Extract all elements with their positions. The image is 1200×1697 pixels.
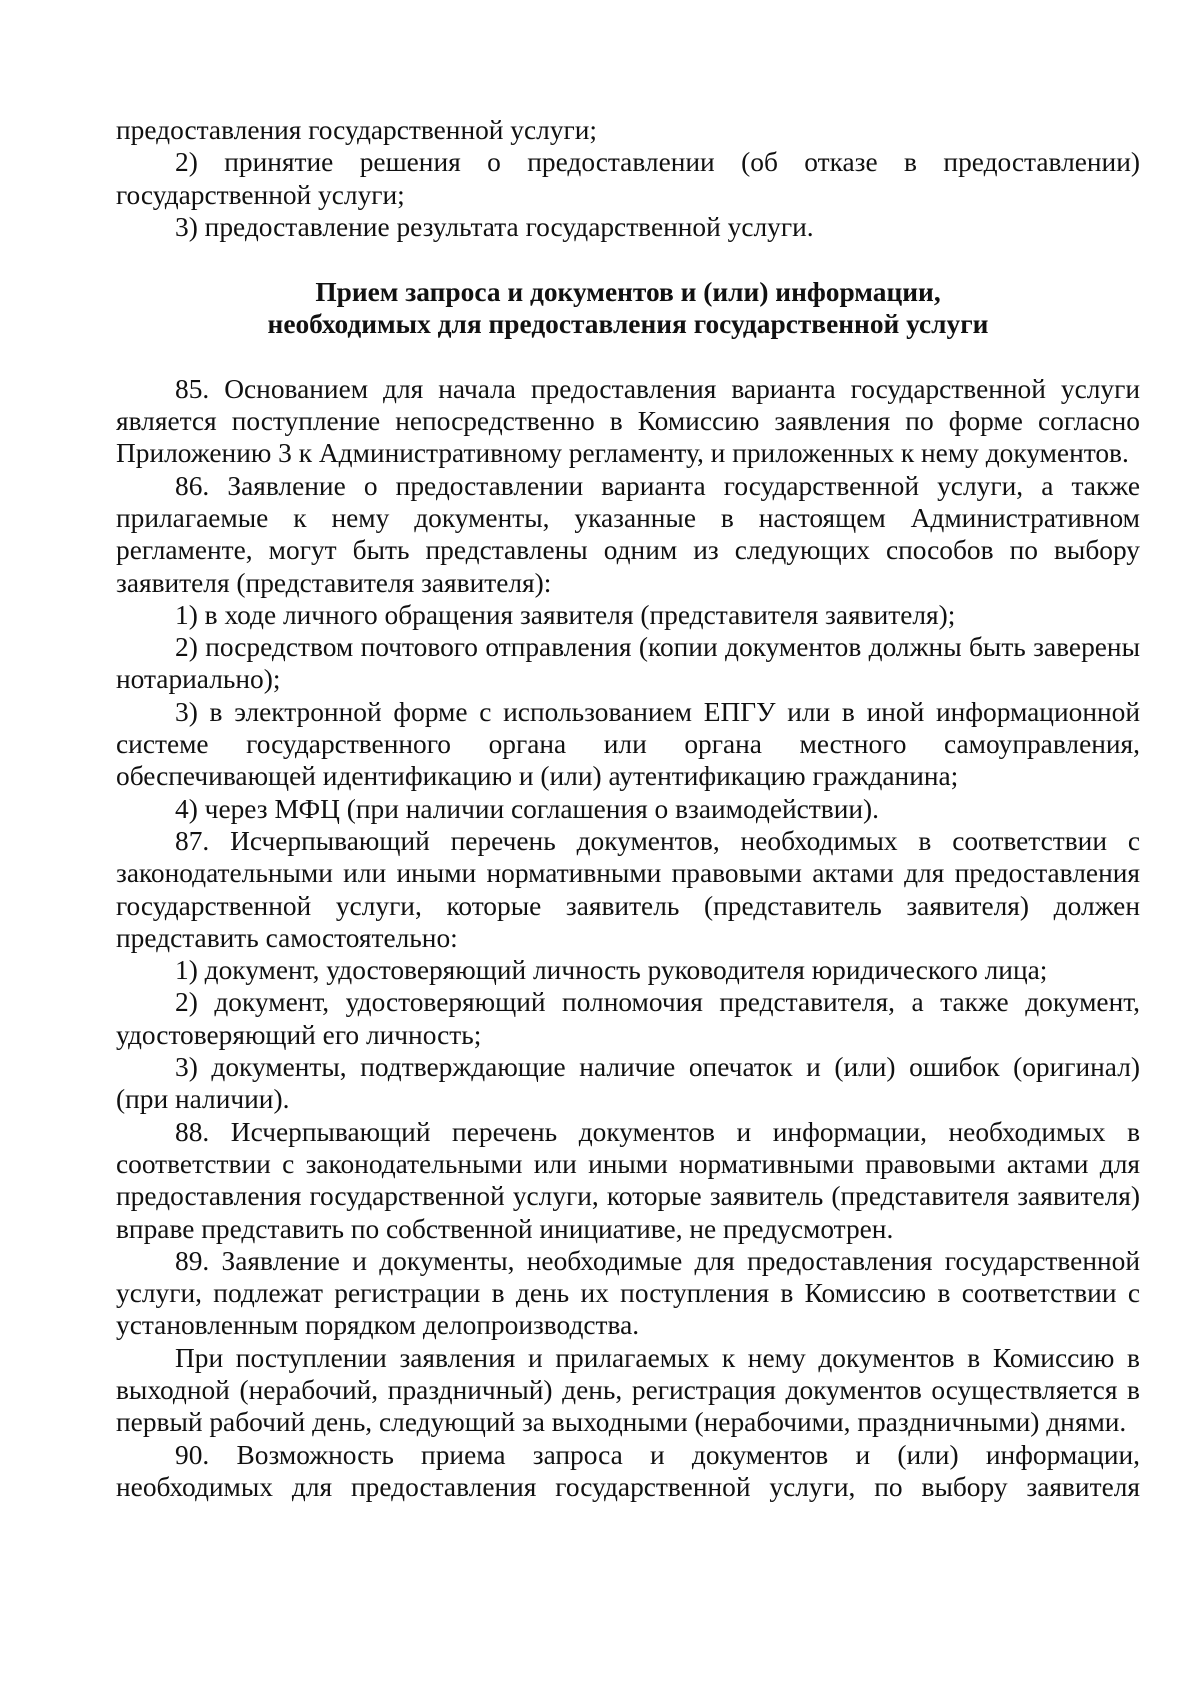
paragraph-85: 85. Основанием для начала предоставления варианта государственной услуги является поступление непосредственно в Комиссию заявления по форме согласно Приложению 3 к Административному регламенту, и приложенных к нему документов. xyxy=(116,373,1140,469)
paragraph-86-item-2: 2) посредством почтового отправления (копии документов должны быть заверены нотариально); xyxy=(116,632,1140,695)
document-page xyxy=(116,114,1140,1503)
section-heading-line-1: Прием запроса и документов и (или) информации, xyxy=(315,277,941,308)
paragraph-item-2: 2) принятие решения о предоставлении (об отказе в предоставлении) государственной услуги; xyxy=(116,147,1140,210)
section-heading xyxy=(116,276,1140,341)
paragraph-86-item-3: 3) в электронной форме с использованием ЕПГУ или в иной информационной системе государственного органа или органа местного самоуправления, обеспечивающей идентификацию и (или) аутентификацию гражданина; xyxy=(116,696,1140,792)
paragraph-89: 89. Заявление и документы, необходимые для предоставления государственной услуги, подлежат регистрации в день их поступления в Комиссию в соответствии с установленным порядком делопроизводства. xyxy=(116,1245,1140,1341)
paragraph-87-item-1: 1) документ, удостоверяющий личность руководителя юридического лица; xyxy=(175,955,1048,986)
paragraph-89-continuation: При поступлении заявления и прилагаемых к нему документов в Комиссию в выходной (нерабочий, праздничный) день, регистрация документов осуществляется в первый рабочий день, следующий за выходными (нерабочими, праздничными) днями. xyxy=(116,1342,1140,1438)
paragraph-86-item-1: 1) в ходе личного обращения заявителя (представителя заявителя); xyxy=(175,599,956,630)
paragraph-86: 86. Заявление о предоставлении варианта государственной услуги, а также прилагаемые к нему документы, указанные в настоящем Административном регламенте, могут быть представлены одним из следующих способов по выбору заявителя (представителя заявителя): xyxy=(116,470,1140,598)
paragraph-item-3: 3) предоставление результата государственной услуги. xyxy=(175,211,814,242)
paragraph-90: 90. Возможность приема запроса и документов и (или) информации, необходимых для предоставления государственной услуги, по выбору заявителя xyxy=(116,1439,1140,1502)
section-heading-line-2: необходимых для предоставления государственной услуги xyxy=(267,309,989,340)
paragraph-88: 88. Исчерпывающий перечень документов и информации, необходимых в соответствии с законодательными или иными нормативными правовыми актами для предоставления государственной услуги, которые заявитель (представителя заявителя) вправе представить по собственной инициативе, не предусмотрен. xyxy=(116,1116,1140,1244)
paragraph-87: 87. Исчерпывающий перечень документов, необходимых в соответствии с законодательными или иными нормативными правовыми актами для предоставления государственной услуги, которые заявитель (представитель заявителя) должен представить самостоятельно: xyxy=(116,825,1140,953)
paragraph-86-item-4: 4) через МФЦ (при наличии соглашения о взаимодействии). xyxy=(175,793,879,824)
paragraph-87-item-2: 2) документ, удостоверяющий полномочия представителя, а также документ, удостоверяющий его личность; xyxy=(116,987,1140,1050)
paragraph-87-item-3: 3) документы, подтверждающие наличие опечаток и (или) ошибок (оригинал) (при наличии). xyxy=(116,1052,1140,1115)
paragraph-continuation: предоставления государственной услуги; xyxy=(116,115,598,145)
